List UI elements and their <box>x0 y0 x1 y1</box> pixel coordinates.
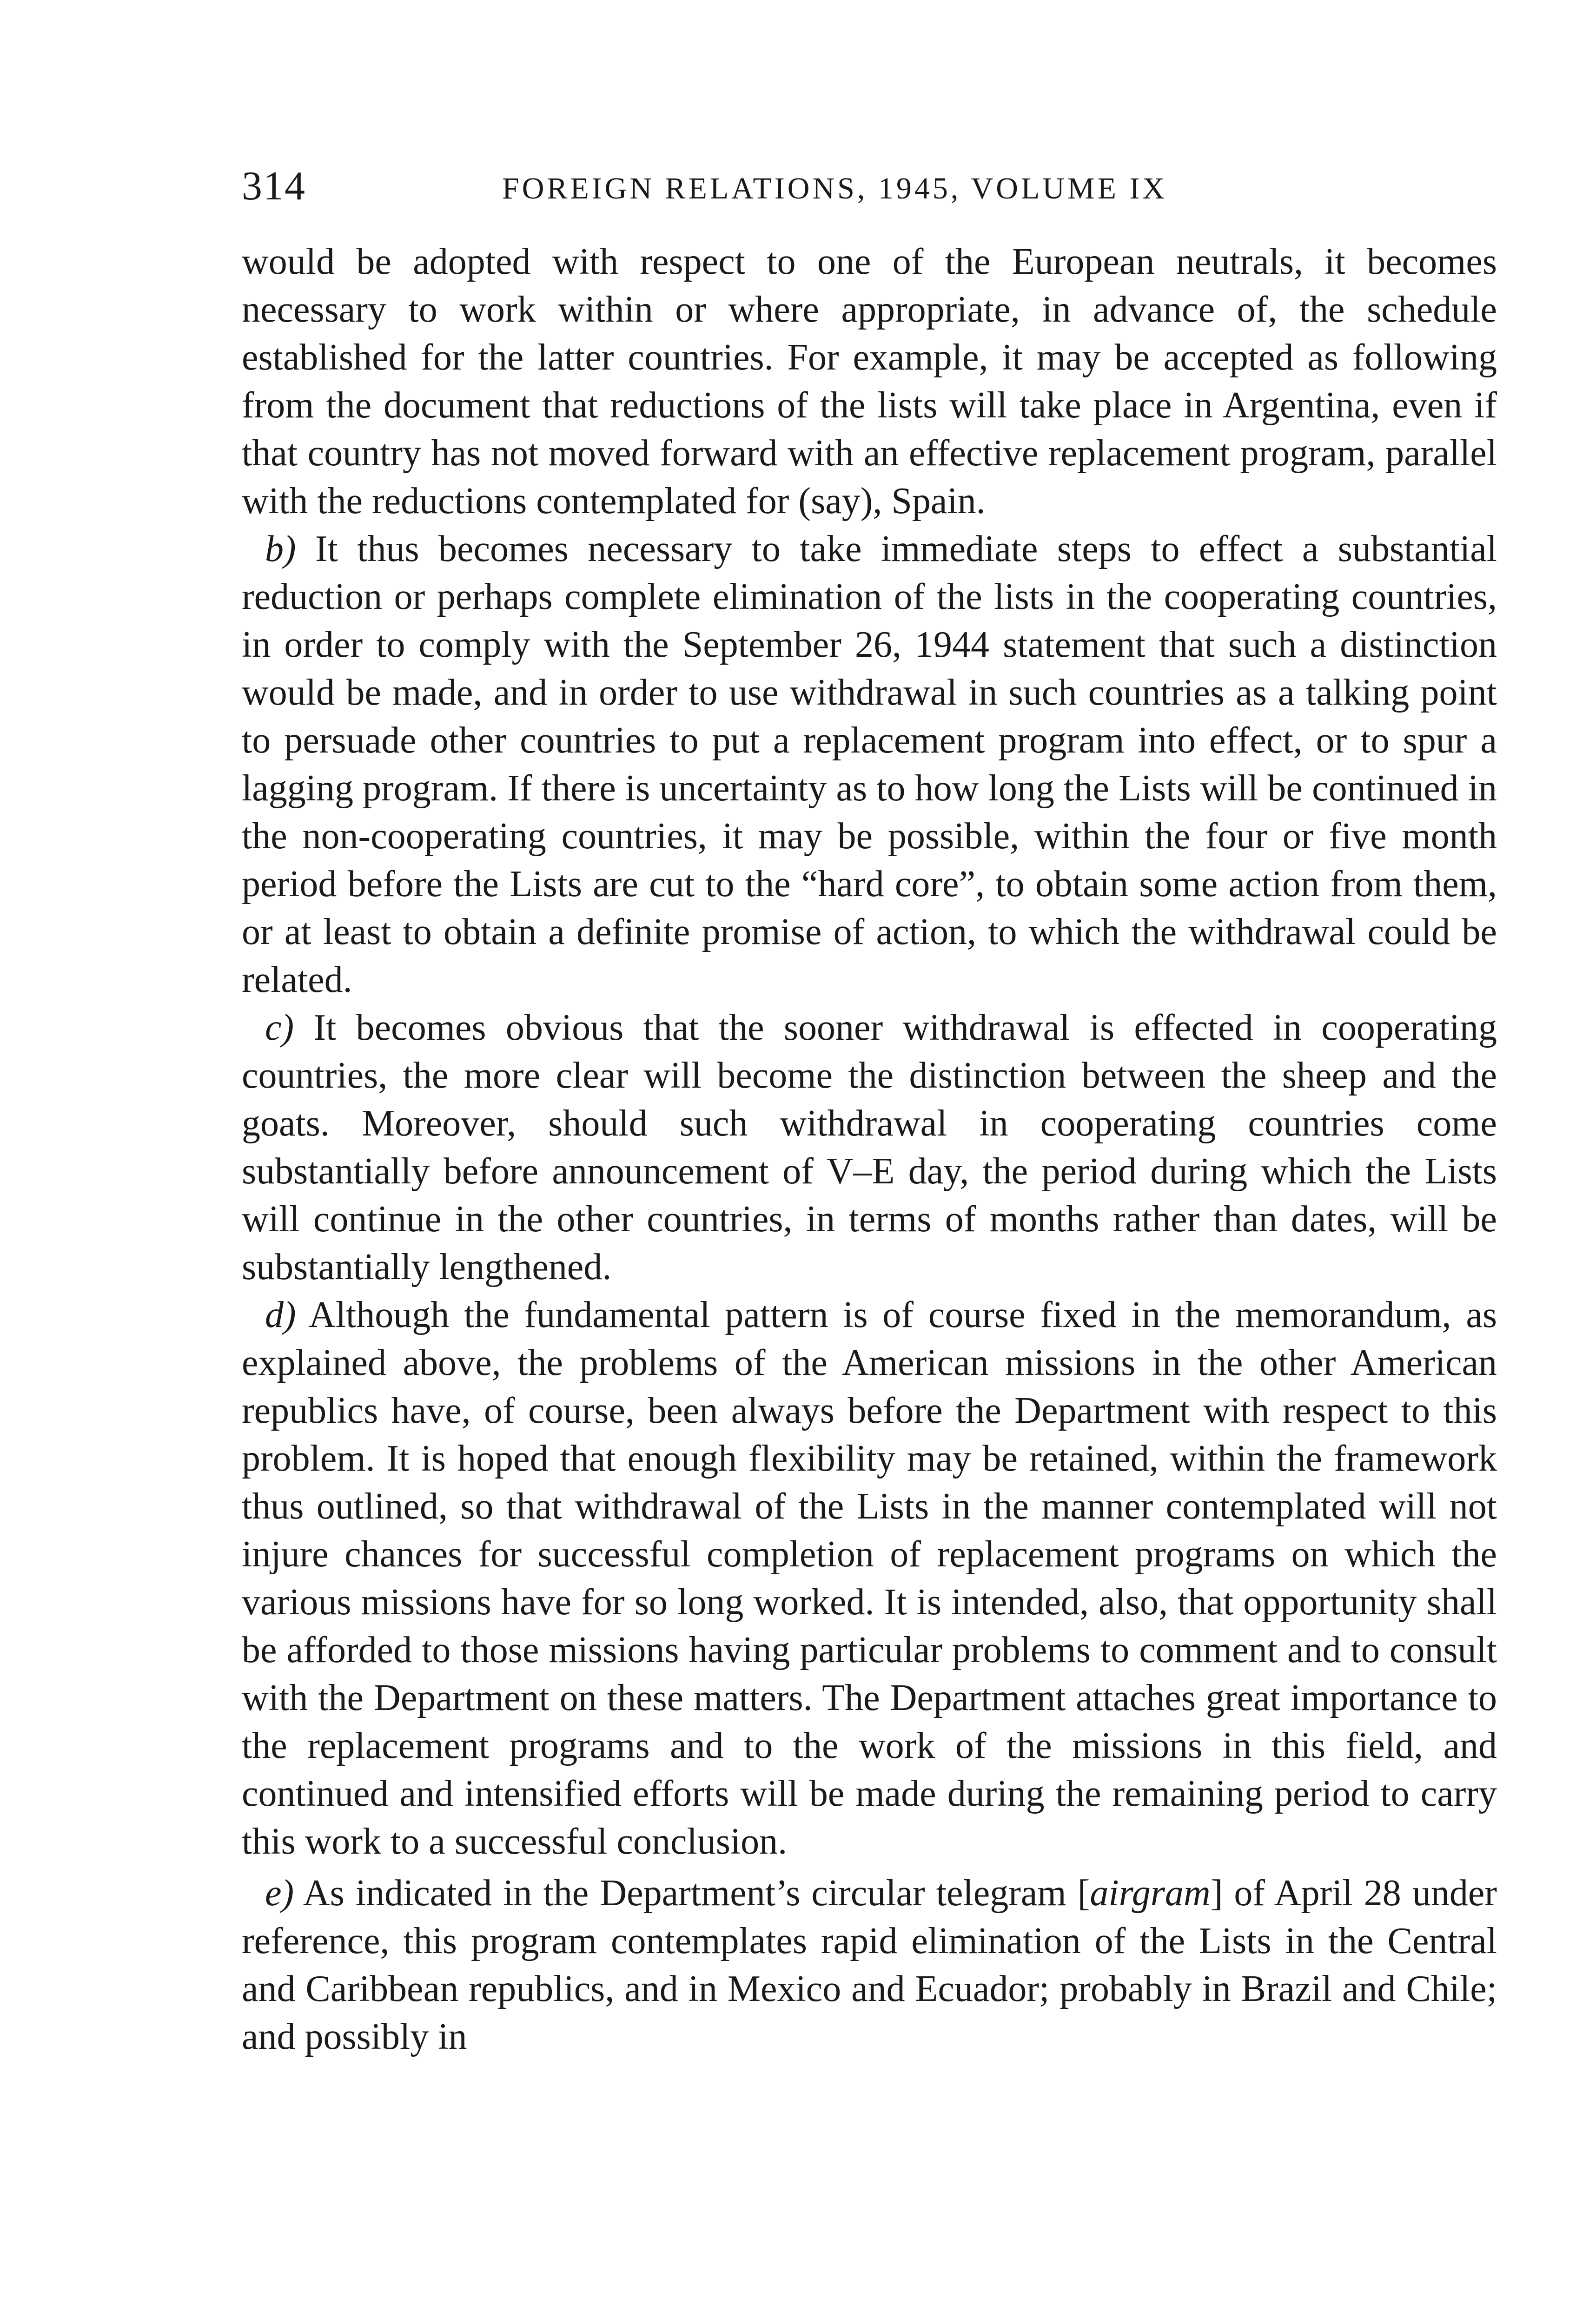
running-head <box>242 161 1241 212</box>
paragraph-text: It becomes obvious that the sooner withdrawal is effected in cooperating countries, the more clear will become the distinction between the sheep and the goats. Moreover, should such withdrawal in cooperating countries come substantially before announcement of V–E day, the period during which the Lists will continue in the other countries, in terms of months rather than dates, will be substantially lengthened. <box>242 1007 1497 1287</box>
paragraph-label: d) <box>265 1294 296 1335</box>
body-text <box>242 238 1497 2061</box>
paragraph-label: c) <box>265 1007 294 1048</box>
paragraph-label: b) <box>265 528 296 569</box>
paragraph-text: It thus becomes necessary to take immediate steps to effect a substantial reduction or perhaps complete elimination of the lists in the cooperating countries, in order to comply with the September 26, 1944 statement that such a distinction would be made, and in order to use withdrawal in such countries as a talking point to persuade other countries to put a replacement program into effect, or to spur a lagging program. If there is uncertainty as to how long the Lists will be continued in the non-cooperating countries, it may be possible, within the four or five month period before the Lists are cut to the “hard core”, to obtain some action from them, or at least to obtain a definite promise of action, to which the withdrawal could be related. <box>242 528 1497 1000</box>
paragraph-b <box>242 525 1497 1004</box>
header-title: FOREIGN RELATIONS, 1945, VOLUME IX <box>502 172 1168 205</box>
paragraph-label: e) <box>265 1873 294 1914</box>
paragraph-italic-insert: airgram <box>1090 1873 1211 1914</box>
paragraph-e <box>242 1869 1497 2061</box>
paragraph-a-continuation <box>242 238 1497 525</box>
paragraph-text: Although the fundamental pattern is of course fixed in the memorandum, as explained above, the problems of the American missions in the other American republics have, of course, been always before the Department with respect to this problem. It is hoped that enough flexibility may be retained, within the framework thus outlined, so that withdrawal of the Lists in the manner contemplated will not injure chances for successful completion of replacement programs on which the various missions have for so long worked. It is intended, also, that opportunity shall be afforded to those missions having particular problems to comment and to consult with the Department on these matters. The Department attaches great importance to the replacement programs and to the work of the missions in this field, and continued and intensified efforts will be made during the remaining period to carry this work to a successful conclusion. <box>242 1294 1497 1862</box>
paragraph-text-before: As indicated in the Department’s circular telegram [ <box>303 1873 1090 1914</box>
paragraph-text-after: ] of April 28 under reference, this program contemplates rapid elimination of the Lists in the Central and Caribbean republics, and in Mexico and Ecuador; probably in Brazil and Chile; and possibly in <box>242 1873 1497 2057</box>
paragraph-c <box>242 1004 1497 1291</box>
paragraph-text: would be adopted with respect to one of the European neutrals, it becomes necessary to work within or where appropriate, in advance of, the schedule established for the latter countries. For example, it may be accepted as following from the document that reductions of the lists will take place in Argentina, even if that country has not moved forward with an effective replacement program, parallel with the reductions contemplated for (say), Spain. <box>242 241 1497 522</box>
page-number: 314 <box>242 164 306 209</box>
paragraph-d <box>242 1291 1497 1866</box>
